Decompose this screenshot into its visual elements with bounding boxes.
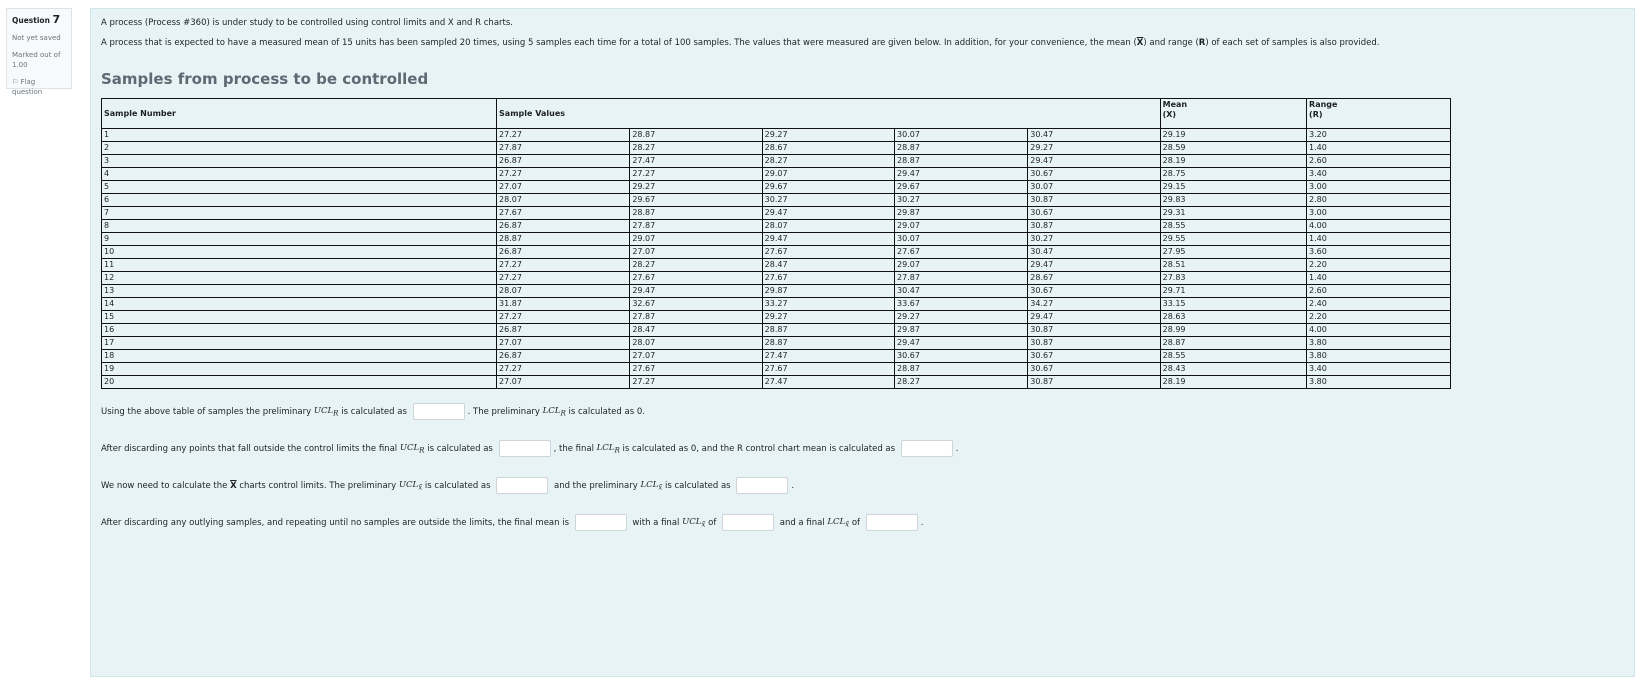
section-title: Samples from process to be controlled xyxy=(101,70,429,89)
range-cell: 2.60 xyxy=(1307,155,1451,168)
sample-value-cell: 29.07 xyxy=(762,168,894,181)
sample-value-cell: 30.67 xyxy=(1028,363,1160,376)
question-info-panel xyxy=(6,8,72,96)
question-label: Question xyxy=(12,16,50,25)
question-content xyxy=(90,8,1635,677)
range-cell: 1.40 xyxy=(1307,233,1451,246)
sample-value-cell: 28.87 xyxy=(762,324,894,337)
sample-value-cell: 34.27 xyxy=(1028,298,1160,311)
sample-value-cell: 27.67 xyxy=(630,272,762,285)
sample-value-cell: 28.87 xyxy=(895,363,1028,376)
sample-number-cell: 13 xyxy=(102,285,497,298)
sample-number-cell: 17 xyxy=(102,337,497,350)
question-number-value: 7 xyxy=(52,13,61,26)
sample-value-cell: 27.07 xyxy=(497,337,630,350)
sample-value-cell: 30.67 xyxy=(1028,285,1160,298)
sample-number-cell: 8 xyxy=(102,220,497,233)
table-row xyxy=(102,376,1451,389)
sample-value-cell: 27.67 xyxy=(895,246,1028,259)
range-cell: 4.00 xyxy=(1307,324,1451,337)
table-body xyxy=(102,129,1451,389)
sample-value-cell: 27.27 xyxy=(497,363,630,376)
sample-value-cell: 27.47 xyxy=(762,350,894,363)
mean-cell: 29.55 xyxy=(1160,233,1306,246)
sample-number-cell: 20 xyxy=(102,376,497,389)
ucl-xbar-symbol: $UCL_{x̄}$ xyxy=(682,516,706,529)
sample-value-cell: 28.87 xyxy=(630,129,762,142)
sample-value-cell: 29.47 xyxy=(1028,259,1160,272)
sample-value-cell: 29.07 xyxy=(895,220,1028,233)
mean-cell: 28.19 xyxy=(1160,376,1306,389)
mean-cell: 28.59 xyxy=(1160,142,1306,155)
table-header-row xyxy=(102,99,1451,129)
sample-value-cell: 28.67 xyxy=(1028,272,1160,285)
mean-cell: 29.83 xyxy=(1160,194,1306,207)
header-mean: Mean (X) xyxy=(1160,99,1306,129)
sample-value-cell: 30.27 xyxy=(762,194,894,207)
lcl-r-symbol: $LCL_R$ xyxy=(542,405,566,418)
sample-number-cell: 6 xyxy=(102,194,497,207)
sample-value-cell: 30.87 xyxy=(1028,194,1160,207)
sample-value-cell: 27.27 xyxy=(497,272,630,285)
sample-value-cell: 29.87 xyxy=(762,285,894,298)
sample-value-cell: 30.47 xyxy=(895,285,1028,298)
final-lcl-xbar-input[interactable] xyxy=(866,514,918,531)
mean-cell: 28.87 xyxy=(1160,337,1306,350)
sample-number-cell: 16 xyxy=(102,324,497,337)
mean-cell: 28.19 xyxy=(1160,155,1306,168)
table-row xyxy=(102,259,1451,272)
sample-value-cell: 28.87 xyxy=(497,233,630,246)
prelim-lcl-xbar-input[interactable] xyxy=(736,477,788,494)
sample-value-cell: 28.87 xyxy=(895,155,1028,168)
sample-number-cell: 2 xyxy=(102,142,497,155)
sample-value-cell: 27.27 xyxy=(497,259,630,272)
sample-value-cell: 29.47 xyxy=(762,207,894,220)
sample-value-cell: 30.67 xyxy=(1028,350,1160,363)
table-row xyxy=(102,129,1451,142)
sample-value-cell: 28.87 xyxy=(762,337,894,350)
mean-cell: 28.43 xyxy=(1160,363,1306,376)
flag-question-link[interactable] xyxy=(12,78,66,97)
sample-number-cell: 7 xyxy=(102,207,497,220)
sample-number-cell: 4 xyxy=(102,168,497,181)
table-row xyxy=(102,350,1451,363)
sample-value-cell: 27.07 xyxy=(630,246,762,259)
range-cell: 2.20 xyxy=(1307,259,1451,272)
range-cell: 3.40 xyxy=(1307,168,1451,181)
header-range: Range (R) xyxy=(1307,99,1451,129)
sample-value-cell: 30.47 xyxy=(1028,129,1160,142)
sample-value-cell: 30.07 xyxy=(1028,181,1160,194)
mean-cell: 29.19 xyxy=(1160,129,1306,142)
table-row xyxy=(102,246,1451,259)
table-row xyxy=(102,298,1451,311)
sample-number-cell: 5 xyxy=(102,181,497,194)
sample-value-cell: 32.67 xyxy=(630,298,762,311)
header-sample-values: Sample Values xyxy=(497,99,1161,129)
sample-number-cell: 1 xyxy=(102,129,497,142)
sample-value-cell: 30.07 xyxy=(895,129,1028,142)
sample-value-cell: 31.87 xyxy=(497,298,630,311)
r-chart-mean-input[interactable] xyxy=(901,440,953,457)
sample-value-cell: 27.07 xyxy=(497,376,630,389)
sample-value-cell: 28.07 xyxy=(762,220,894,233)
mean-cell: 29.15 xyxy=(1160,181,1306,194)
sample-value-cell: 29.67 xyxy=(895,181,1028,194)
sample-value-cell: 26.87 xyxy=(497,324,630,337)
sample-value-cell: 29.47 xyxy=(630,285,762,298)
lcl-xbar-symbol: $LCL_{x̄}$ xyxy=(640,479,663,492)
sample-value-cell: 33.67 xyxy=(895,298,1028,311)
sample-value-cell: 28.27 xyxy=(630,142,762,155)
range-cell: 3.00 xyxy=(1307,181,1451,194)
table-row xyxy=(102,311,1451,324)
sample-value-cell: 29.67 xyxy=(630,194,762,207)
sample-value-cell: 29.07 xyxy=(895,259,1028,272)
sample-value-cell: 28.07 xyxy=(497,194,630,207)
sample-value-cell: 29.27 xyxy=(762,311,894,324)
sample-value-cell: 28.27 xyxy=(895,376,1028,389)
sample-value-cell: 29.47 xyxy=(762,233,894,246)
sample-value-cell: 29.27 xyxy=(895,311,1028,324)
ucl-r-symbol: $UCL_R$ xyxy=(313,405,339,418)
range-cell: 3.80 xyxy=(1307,376,1451,389)
sample-value-cell: 28.67 xyxy=(762,142,894,155)
table-row xyxy=(102,285,1451,298)
sample-value-cell: 27.07 xyxy=(497,181,630,194)
final-ucl-xbar-input[interactable] xyxy=(722,514,774,531)
final-mean-input[interactable] xyxy=(575,514,627,531)
sample-value-cell: 27.47 xyxy=(762,376,894,389)
range-cell: 3.80 xyxy=(1307,337,1451,350)
range-cell: 2.20 xyxy=(1307,311,1451,324)
sample-value-cell: 27.27 xyxy=(497,168,630,181)
range-cell: 3.60 xyxy=(1307,246,1451,259)
sample-value-cell: 27.67 xyxy=(630,363,762,376)
sample-value-cell: 30.67 xyxy=(1028,207,1160,220)
sample-number-cell: 10 xyxy=(102,246,497,259)
sample-value-cell: 28.87 xyxy=(895,142,1028,155)
mean-cell: 29.71 xyxy=(1160,285,1306,298)
sample-value-cell: 29.27 xyxy=(1028,142,1160,155)
sample-value-cell: 27.67 xyxy=(762,363,894,376)
sample-value-cell: 27.27 xyxy=(497,311,630,324)
sample-number-cell: 14 xyxy=(102,298,497,311)
sample-value-cell: 27.87 xyxy=(497,142,630,155)
sample-value-cell: 30.47 xyxy=(1028,246,1160,259)
answer-line-2: After discarding any points that fall outside the control limits the final $UCL_R$ is calculated as , the final $LCL_R$ is calculated as 0, and the R control chart mean is calculated as . xyxy=(101,440,1624,457)
range-cell: 2.80 xyxy=(1307,194,1451,207)
mean-cell: 29.31 xyxy=(1160,207,1306,220)
sample-value-cell: 27.27 xyxy=(630,168,762,181)
table-row xyxy=(102,324,1451,337)
flag-question-label: Flag question xyxy=(12,78,43,96)
sample-value-cell: 27.67 xyxy=(497,207,630,220)
sample-number-cell: 3 xyxy=(102,155,497,168)
question-text xyxy=(101,18,1624,48)
sample-value-cell: 30.07 xyxy=(895,233,1028,246)
sample-value-cell: 29.07 xyxy=(630,233,762,246)
sample-value-cell: 30.87 xyxy=(1028,324,1160,337)
sample-value-cell: 27.87 xyxy=(630,220,762,233)
question-intro: A process (Process #360) is under study to be controlled using control limits and X and R charts. xyxy=(101,18,513,28)
ucl-xbar-symbol: $UCL_{x̄}$ xyxy=(398,479,423,492)
table-row xyxy=(102,272,1451,285)
table-row xyxy=(102,337,1451,350)
header-sample-number: Sample Number xyxy=(102,99,497,129)
mean-cell: 28.55 xyxy=(1160,220,1306,233)
mean-cell: 28.51 xyxy=(1160,259,1306,272)
table-row xyxy=(102,233,1451,246)
sample-value-cell: 30.87 xyxy=(1028,376,1160,389)
prelim-ucl-r-input[interactable] xyxy=(413,403,465,420)
table-row xyxy=(102,142,1451,155)
mean-cell: 28.75 xyxy=(1160,168,1306,181)
sample-value-cell: 27.67 xyxy=(762,272,894,285)
range-cell: 2.60 xyxy=(1307,285,1451,298)
r-symbol: R xyxy=(1198,37,1206,48)
answer-line-4: After discarding any outlying samples, and repeating until no samples are outside the limits, the final mean is with a final $UCL_{x̄}$ of and a final $LCL_{x̄}$ of . xyxy=(101,514,1624,531)
sample-number-cell: 15 xyxy=(102,311,497,324)
sample-number-cell: 12 xyxy=(102,272,497,285)
question-number xyxy=(12,13,66,28)
final-ucl-r-input[interactable] xyxy=(499,440,551,457)
sample-value-cell: 27.27 xyxy=(630,376,762,389)
sample-value-cell: 27.07 xyxy=(630,350,762,363)
range-cell: 4.00 xyxy=(1307,220,1451,233)
sample-value-cell: 26.87 xyxy=(497,220,630,233)
sample-value-cell: 33.27 xyxy=(762,298,894,311)
sample-value-cell: 28.07 xyxy=(497,285,630,298)
sample-value-cell: 30.67 xyxy=(1028,168,1160,181)
mean-cell: 28.63 xyxy=(1160,311,1306,324)
range-cell: 3.40 xyxy=(1307,363,1451,376)
question-description: A process that is expected to have a measured mean of 15 units has been sampled 20 times, using 5 samples each time for a total of 100 samples. The values that were measured are given below. In addition, for your convenience, the mean $(\overline{X})$ and range (R) of each set of samples is also provided. xyxy=(101,37,1380,48)
prelim-ucl-xbar-input[interactable] xyxy=(496,477,548,494)
sample-value-cell: 29.27 xyxy=(630,181,762,194)
sample-value-cell: 27.67 xyxy=(762,246,894,259)
range-cell: 3.00 xyxy=(1307,207,1451,220)
table-row xyxy=(102,363,1451,376)
mean-cell: 27.95 xyxy=(1160,246,1306,259)
question-state: Not yet saved xyxy=(12,33,61,42)
sample-value-cell: 28.07 xyxy=(630,337,762,350)
range-cell: 3.80 xyxy=(1307,350,1451,363)
sample-value-cell: 30.27 xyxy=(895,194,1028,207)
sample-value-cell: 26.87 xyxy=(497,350,630,363)
question-mark: Marked out of 1.00 xyxy=(12,51,61,69)
sample-value-cell: 30.27 xyxy=(1028,233,1160,246)
sample-value-cell: 29.47 xyxy=(1028,311,1160,324)
mean-cell: 28.55 xyxy=(1160,350,1306,363)
table-row xyxy=(102,220,1451,233)
range-cell: 3.20 xyxy=(1307,129,1451,142)
sample-value-cell: 29.87 xyxy=(895,324,1028,337)
sample-number-cell: 18 xyxy=(102,350,497,363)
sample-value-cell: 29.47 xyxy=(895,168,1028,181)
xbar-symbol: $\overline{X}$ xyxy=(230,480,237,491)
sample-value-cell: 30.87 xyxy=(1028,220,1160,233)
table-row xyxy=(102,155,1451,168)
sample-value-cell: 29.47 xyxy=(895,337,1028,350)
ucl-r-symbol: $UCL_R$ xyxy=(399,442,425,455)
mean-cell: 33.15 xyxy=(1160,298,1306,311)
sample-value-cell: 27.47 xyxy=(630,155,762,168)
sample-value-cell: 29.67 xyxy=(762,181,894,194)
sample-value-cell: 28.27 xyxy=(762,155,894,168)
table-row xyxy=(102,168,1451,181)
sample-number-cell: 19 xyxy=(102,363,497,376)
lcl-xbar-symbol: $LCL_{x̄}$ xyxy=(827,516,850,529)
table-row xyxy=(102,181,1451,194)
sample-value-cell: 27.27 xyxy=(497,129,630,142)
mean-cell: 28.99 xyxy=(1160,324,1306,337)
sample-value-cell: 28.87 xyxy=(630,207,762,220)
flag-icon: ⚐ xyxy=(12,78,19,87)
samples-table xyxy=(101,98,1451,389)
sample-value-cell: 26.87 xyxy=(497,155,630,168)
sample-value-cell: 26.87 xyxy=(497,246,630,259)
xbar-symbol: $\overline{X}$ xyxy=(1136,37,1144,48)
sample-value-cell: 30.67 xyxy=(895,350,1028,363)
lcl-r-symbol: $LCL_R$ xyxy=(596,442,620,455)
range-cell: 1.40 xyxy=(1307,142,1451,155)
range-cell: 1.40 xyxy=(1307,272,1451,285)
range-cell: 2.40 xyxy=(1307,298,1451,311)
answer-line-1: Using the above table of samples the preliminary $UCL_R$ is calculated as . The preliminary $LCL_R$ is calculated as 0. xyxy=(101,403,1624,420)
table-row xyxy=(102,207,1451,220)
answer-line-3: We now need to calculate the $\overline{X}$ charts control limits. The preliminary $UCL_{x̄}$ is calculated as and the preliminary $LCL_{x̄}$ is calculated as . xyxy=(101,477,1624,494)
sample-value-cell: 29.27 xyxy=(762,129,894,142)
table-row xyxy=(102,194,1451,207)
sample-value-cell: 27.87 xyxy=(630,311,762,324)
sample-value-cell: 28.27 xyxy=(630,259,762,272)
sample-value-cell: 30.87 xyxy=(1028,337,1160,350)
sample-number-cell: 11 xyxy=(102,259,497,272)
sample-value-cell: 28.47 xyxy=(630,324,762,337)
mean-cell: 27.83 xyxy=(1160,272,1306,285)
sample-value-cell: 28.47 xyxy=(762,259,894,272)
sample-value-cell: 29.87 xyxy=(895,207,1028,220)
sample-number-cell: 9 xyxy=(102,233,497,246)
sample-value-cell: 27.87 xyxy=(895,272,1028,285)
sample-value-cell: 29.47 xyxy=(1028,155,1160,168)
